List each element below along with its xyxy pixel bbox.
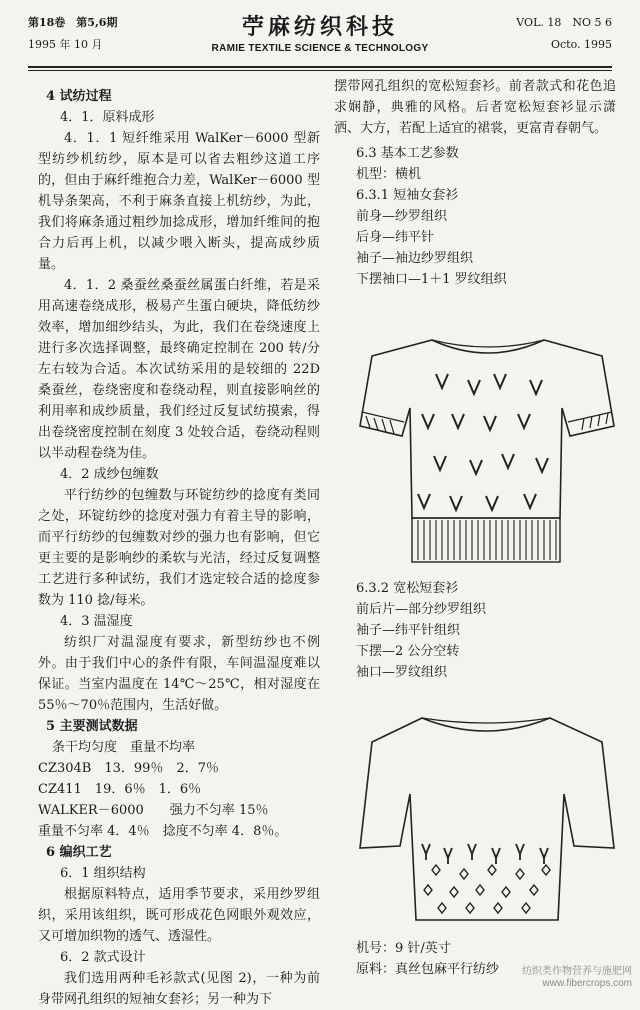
test-data-row-2: CZ411 19．6％ 1．6％ — [38, 782, 202, 797]
section-6-3-2-title: 6.3.2 宽松短套衫 — [356, 581, 459, 596]
yarn-material: 原料：真丝包麻平行纺纱 — [356, 962, 500, 977]
paragraph-6-2: 我们选用两种毛衫款式(见图 2)，一种为前身带网孔组织的短袖女套衫；另一种为下 — [38, 971, 320, 1007]
section-6-3-1-title: 6.3.1 短袖女套衫 — [356, 188, 459, 203]
spec-sleeve: 袖子—袖边纱罗组织 — [356, 251, 474, 266]
section-6-1-title: 6．1 组织结构 — [60, 866, 146, 881]
spec-front-back: 前后片—部分纱罗组织 — [356, 602, 487, 617]
loose-short-sweater-figure — [352, 698, 622, 926]
journal-title-en: RAMIE TEXTILE SCIENCE & TECHNOLOGY — [211, 43, 429, 54]
left-column — [38, 86, 320, 1010]
spec-hem-2: 下摆—2 公分空转 — [356, 644, 460, 659]
section-4-1-title: 4．1．原料成形 — [60, 110, 155, 125]
volume-cn: 第18卷 第5,6期 — [28, 16, 118, 29]
test-data-row-1: CZ304B 13．99％ 2．7％ — [38, 761, 219, 776]
watermark-line-1: 纺织类作物营养与施肥网 — [522, 966, 632, 977]
header-right — [516, 12, 612, 56]
machine-gauge: 机号：9 针/英寸 — [356, 941, 451, 956]
journal-title: 苧麻纺织科技 — [241, 14, 398, 40]
section-4-title: 4 试纺过程 — [46, 89, 112, 104]
test-data-row-3: WALKER－6000 强力不匀率 15％ — [38, 803, 269, 818]
site-watermark — [522, 966, 632, 990]
section-4-3-title: 4．3 温湿度 — [60, 614, 133, 629]
header-rule-thick — [28, 66, 612, 68]
section-6-3-title: 6.3 基本工艺参数 — [356, 146, 459, 161]
page-header — [28, 6, 612, 64]
watermark-line-2: www.fibercrops.com — [542, 978, 632, 989]
section-4-2-title: 4．2 成纱包缠数 — [60, 467, 159, 482]
section-6-2-title: 6．2 款式设计 — [60, 950, 146, 965]
section-5-title: 5 主要测试数据 — [46, 719, 138, 734]
section-6-title: 6 编织工艺 — [46, 845, 112, 860]
spec-cuff-2: 袖口—罗纹组织 — [356, 665, 448, 680]
paragraph-4-1-2: 4．1．2 桑蚕丝桑蚕丝属蛋白纤维，若是采用高速卷绕成形，极易产生蛋白硬块，降低纺纱效率，增加细纱结头，为此，我们在卷绕速度上进行多次选择调整，最终确定控制在 200 转/分左右较为合适。本次试纺采用的是较细的 22D 桑蚕丝，卷绕密度和卷绕动程，则直接影响丝的利用率和成纱质量，我们经过反复试纺摸索，得出卷绕密度控制在刻度 3 处较合适，卷绕动程则以半动程卷绕为佳。 — [38, 278, 320, 461]
spec-back: 后身—纬平针 — [356, 230, 435, 245]
volume-en: VOL. 18 NO 5 6 — [516, 16, 612, 29]
short-sleeve-sweater-figure — [352, 318, 622, 580]
paragraph-4-1-1: 4．1．1 短纤维采用 WalKer－6000 型新型纺纱机纺纱，原本是可以省去粗纱这道工序的，但由于麻纤维抱合力差，WalKer－6000 型机导条架高，不利于麻条直接上机纺纱，为此，我们将麻条通过粗纱加捻成形，增加纤维间的抱合力后再上机，以减少喂入断头，提高成纱质量。 — [38, 131, 320, 272]
right-column-middle — [334, 578, 616, 683]
spec-front: 前身—纱罗组织 — [356, 209, 448, 224]
paragraph-4-3: 纺织厂对温湿度有要求，新型纺纱也不例外。由于我们中心的条件有限，车间温湿度难以保证。当室内温度在 14℃～25℃，相对湿度在 55％～70％范围内，生活好做。 — [38, 635, 320, 713]
machine-type: 机型：横机 — [356, 167, 422, 182]
paragraph-4-2: 平行纺纱的包缠数与环锭纺纱的捻度有类同之处，环锭纺纱的捻度对强力有着主导的影响，而平行纺纱的包缠数对纱的强力也有影响，但它更主要的是影响纱的柔软与光洁，经过反复调整工艺进行多种试纺，我们才选定较合适的捻度参数为 110 捻/每米。 — [38, 488, 320, 608]
date-en: Octo. 1995 — [550, 38, 612, 51]
test-data-row-4: 重量不匀率 4．4％ 捻度不匀率 4．8％。 — [38, 824, 288, 839]
right-column-top — [334, 76, 616, 290]
spec-sleeve-2: 袖子—纬平针组织 — [356, 623, 461, 638]
date-cn: 1995 年 10 月 — [28, 38, 103, 51]
spec-hem-cuff: 下摆袖口—1＋1 罗纹组织 — [356, 272, 507, 287]
paragraph-6-1: 根据原料特点，适用季节要求，采用纱罗组织，采用该组织，既可形成花色网眼外观效应，又可增加织物的透气、透湿性。 — [38, 887, 320, 944]
header-rule-thin — [28, 70, 612, 71]
paragraph-6-2-continued: 摆带网孔组织的宽松短套衫。前者款式和花色追求娴静，典雅的风格。后者宽松短套衫显示潇洒、大方，若配上适宜的裙裳，更富青春朝气。 — [334, 79, 616, 136]
test-data-header: 条干均匀度 重量不均率 — [52, 740, 196, 755]
